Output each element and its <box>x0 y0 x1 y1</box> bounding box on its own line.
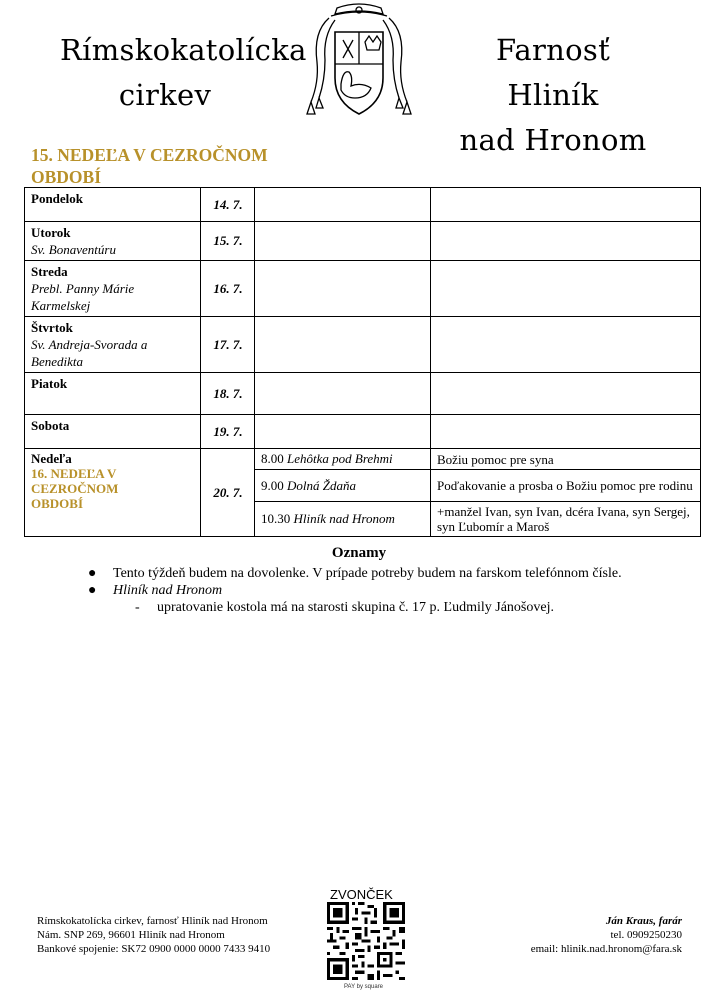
parish-header-left <box>60 28 307 118</box>
day-date: 15. 7. <box>201 222 255 261</box>
day-name: Nedeľa <box>31 451 72 466</box>
header-right-line2: nad Hronom <box>459 123 647 157</box>
mass-place-cell <box>255 502 431 537</box>
mass-intention: +manžel Ivan, syn Ivan, dcéra Ivana, syn Sergej, syn Ľubomír a Maroš <box>431 502 701 537</box>
list-item <box>88 599 688 616</box>
pastor-phone: tel. 0909250230 <box>610 929 682 941</box>
week-title <box>31 144 268 188</box>
list-item <box>88 565 688 582</box>
day-date: 14. 7. <box>201 188 255 222</box>
table-row <box>25 415 701 449</box>
announcements-title: Oznamy <box>331 545 387 561</box>
day-date: 17. 7. <box>201 317 255 373</box>
mass-time: 9.00 <box>261 477 284 493</box>
day-date: 19. 7. <box>201 415 255 449</box>
week-title-line1: 15. NEDEĽA V CEZROČNOM <box>31 145 268 165</box>
mass-intention: Božiu pomoc pre syna <box>431 449 701 470</box>
crest-icon <box>303 2 415 124</box>
footer-contact-left <box>37 914 270 956</box>
mass-place-cell <box>255 188 431 222</box>
announcements-list <box>88 565 688 616</box>
pastor-email: email: hlinik.nad.hronom@fara.sk <box>530 943 682 955</box>
mass-intention-cell <box>431 222 701 261</box>
day-name: Utorok <box>31 225 71 240</box>
mass-time: 8.00 <box>261 451 284 466</box>
announcement-text: Tento týždeň budem na dovolenke. V prípade potreby budem na farskom telefónnom čísle. <box>113 566 622 581</box>
mass-time: 10.30 <box>261 511 291 526</box>
day-date: 20. 7. <box>201 449 255 537</box>
list-item <box>88 582 688 599</box>
mass-intention: Poďakovanie a prosba o Božiu pomoc pre rodinu <box>431 470 701 502</box>
header-left-line1: Rímskokatolícka <box>60 33 307 67</box>
mass-place: Dolná Ždaňa <box>287 477 356 493</box>
day-date: 18. 7. <box>201 373 255 415</box>
day-saint: Sv. Andreja-Svorada a Benedikta <box>31 337 148 369</box>
table-row <box>25 261 701 317</box>
day-name: Streda <box>31 264 68 279</box>
mass-place: Hliník nad Hronom <box>293 511 395 526</box>
dash-icon: - <box>135 600 140 615</box>
zvoncek-label: ZVONČEK <box>330 887 393 902</box>
mass-place-cell <box>255 261 431 317</box>
mass-place-cell <box>255 470 431 502</box>
day-name: Pondelok <box>31 191 84 206</box>
qr-code-icon[interactable] <box>327 902 405 980</box>
pay-by-square-label: PAY by square <box>344 984 384 990</box>
mass-place-cell <box>255 449 431 470</box>
mass-intention-cell <box>431 188 701 222</box>
mass-intention-cell <box>431 261 701 317</box>
table-row <box>25 317 701 373</box>
announcement-subtext: upratovanie kostola má na starosti skupina č. 17 p. Ľudmily Jánošovej. <box>157 600 554 615</box>
week-title-line2: OBDOBÍ <box>31 167 102 187</box>
mass-place: Lehôtka pod Brehmi <box>287 451 393 466</box>
mass-place-cell <box>255 317 431 373</box>
table-row <box>25 222 701 261</box>
table-row <box>25 449 701 470</box>
announcement-text: Hliník nad Hronom <box>113 583 223 598</box>
footer-left-line: Nám. SNP 269, 96601 Hliník nad Hronom <box>37 929 225 941</box>
parish-header-right <box>448 28 658 163</box>
header-right-line1: Farnosť Hliník <box>495 33 611 112</box>
day-name: Sobota <box>31 418 70 433</box>
day-saint: Prebl. Panny Márie Karmelskej <box>31 281 135 313</box>
mass-place-cell <box>255 415 431 449</box>
mass-intention-cell <box>431 317 701 373</box>
footer-left-line: Rímskokatolícka cirkev, farnosť Hliník nad Hronom <box>37 915 268 927</box>
table-row <box>25 373 701 415</box>
footer-left-line: Bankové spojenie: SK72 0900 0000 0000 7433 9410 <box>37 943 271 955</box>
day-name: Štvrtok <box>31 320 73 335</box>
mass-intention-cell <box>431 415 701 449</box>
sunday-feast: 16. NEDEĽA V CEZROČNOM OBDOBÍ <box>31 466 119 511</box>
header-left-line2: cirkev <box>118 78 212 112</box>
bullet-icon: ● <box>88 566 97 581</box>
pastor-name: Ján Kraus, farár <box>605 915 682 927</box>
mass-intention-cell <box>431 373 701 415</box>
bullet-icon: ● <box>88 583 97 598</box>
day-saint: Sv. Bonaventúru <box>31 242 116 257</box>
day-date: 16. 7. <box>201 261 255 317</box>
day-name: Piatok <box>31 376 68 391</box>
table-row <box>25 188 701 222</box>
mass-place-cell <box>255 222 431 261</box>
mass-schedule-table <box>24 187 701 537</box>
footer-contact-right <box>531 914 682 956</box>
mass-place-cell <box>255 373 431 415</box>
